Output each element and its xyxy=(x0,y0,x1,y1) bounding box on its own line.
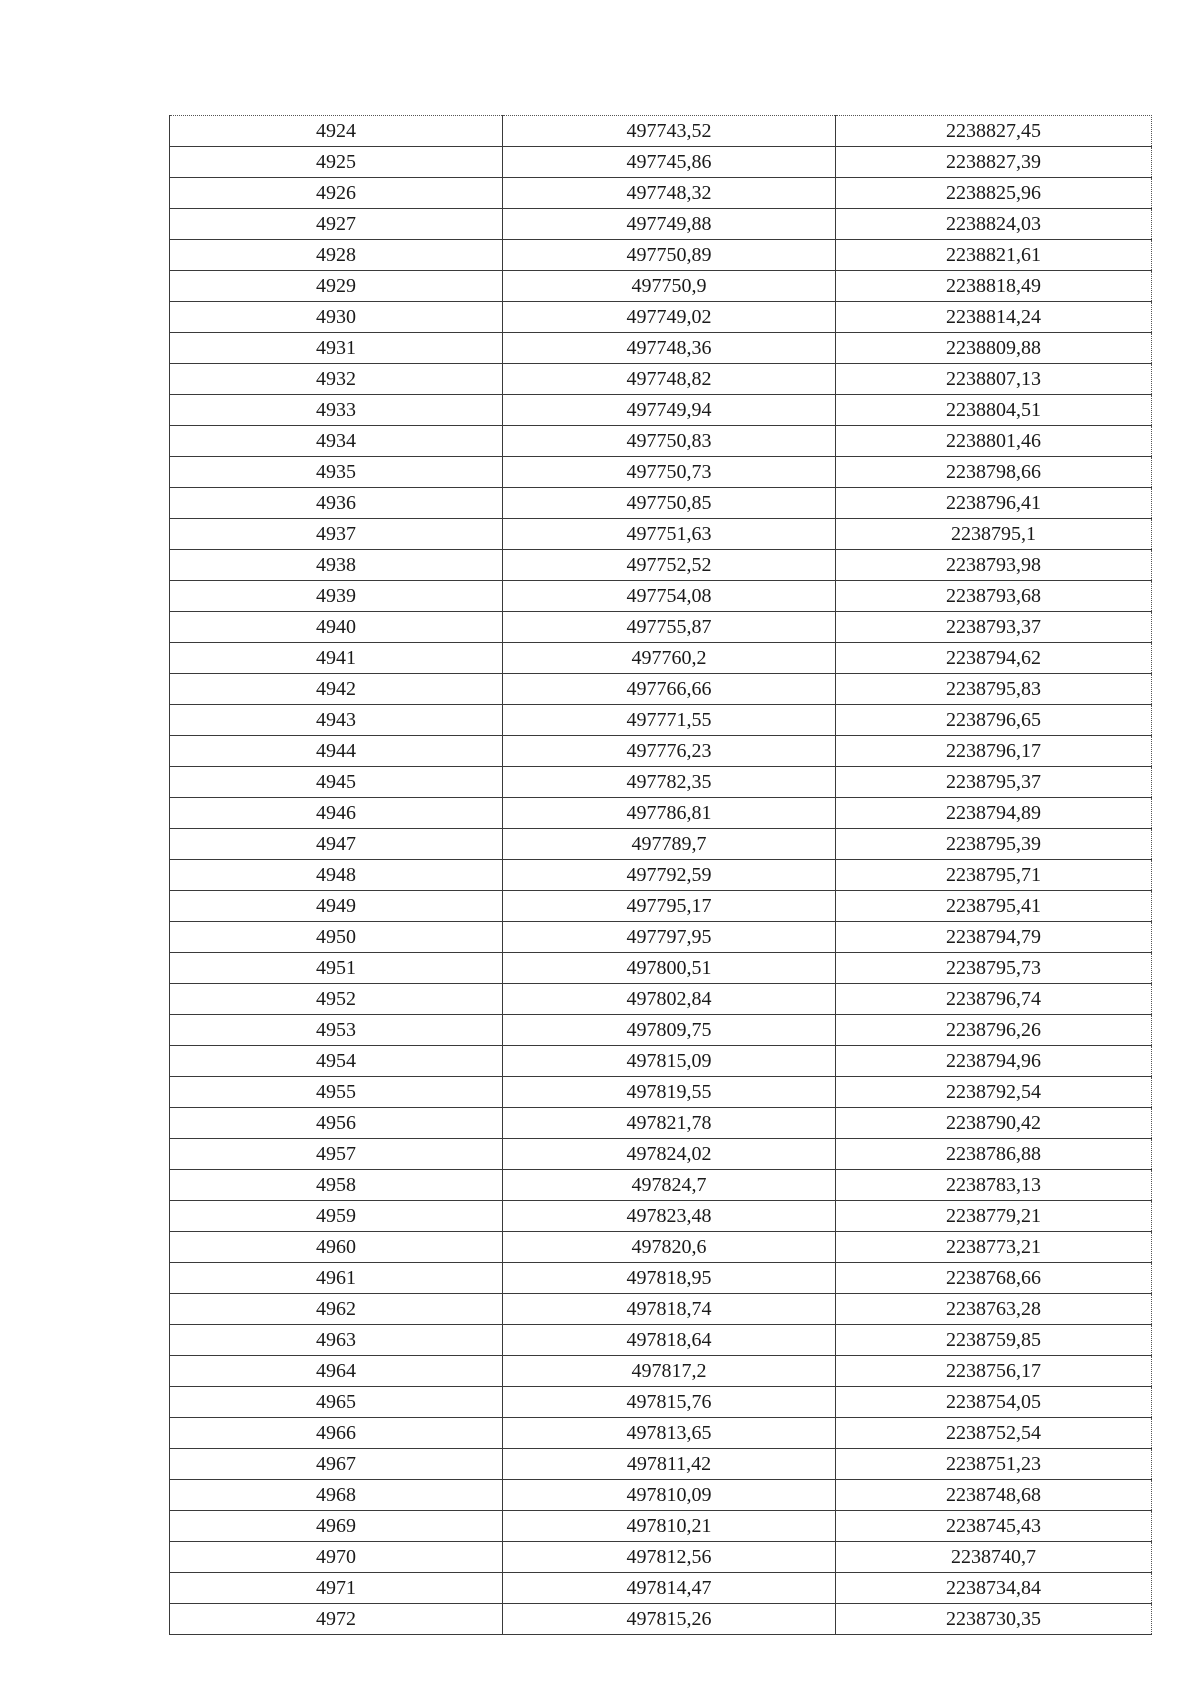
y-coordinate-cell: 2238818,49 xyxy=(836,271,1152,302)
point-number-cell: 4954 xyxy=(170,1046,503,1077)
table-row xyxy=(170,1294,1152,1325)
x-coordinate-cell: 497800,51 xyxy=(503,953,836,984)
point-number-cell: 4924 xyxy=(170,116,503,147)
x-coordinate-cell: 497771,55 xyxy=(503,705,836,736)
point-number-cell: 4959 xyxy=(170,1201,503,1232)
point-number-cell: 4970 xyxy=(170,1542,503,1573)
y-coordinate-cell: 2238795,37 xyxy=(836,767,1152,798)
point-number-cell: 4932 xyxy=(170,364,503,395)
x-coordinate-cell: 497811,42 xyxy=(503,1449,836,1480)
point-number-cell: 4955 xyxy=(170,1077,503,1108)
table-row xyxy=(170,767,1152,798)
y-coordinate-cell: 2238793,98 xyxy=(836,550,1152,581)
point-number-cell: 4928 xyxy=(170,240,503,271)
y-coordinate-cell: 2238745,43 xyxy=(836,1511,1152,1542)
x-coordinate-cell: 497795,17 xyxy=(503,891,836,922)
point-number-cell: 4930 xyxy=(170,302,503,333)
x-coordinate-cell: 497818,95 xyxy=(503,1263,836,1294)
point-number-cell: 4936 xyxy=(170,488,503,519)
point-number-cell: 4925 xyxy=(170,147,503,178)
y-coordinate-cell: 2238740,7 xyxy=(836,1542,1152,1573)
x-coordinate-cell: 497755,87 xyxy=(503,612,836,643)
y-coordinate-cell: 2238783,13 xyxy=(836,1170,1152,1201)
table-row xyxy=(170,1356,1152,1387)
point-number-cell: 4937 xyxy=(170,519,503,550)
x-coordinate-cell: 497802,84 xyxy=(503,984,836,1015)
x-coordinate-cell: 497810,21 xyxy=(503,1511,836,1542)
y-coordinate-cell: 2238804,51 xyxy=(836,395,1152,426)
x-coordinate-cell: 497748,32 xyxy=(503,178,836,209)
table-row xyxy=(170,333,1152,364)
point-number-cell: 4926 xyxy=(170,178,503,209)
point-number-cell: 4946 xyxy=(170,798,503,829)
y-coordinate-cell: 2238807,13 xyxy=(836,364,1152,395)
y-coordinate-cell: 2238824,03 xyxy=(836,209,1152,240)
table-row xyxy=(170,519,1152,550)
x-coordinate-cell: 497815,09 xyxy=(503,1046,836,1077)
point-number-cell: 4971 xyxy=(170,1573,503,1604)
x-coordinate-cell: 497750,89 xyxy=(503,240,836,271)
y-coordinate-cell: 2238796,17 xyxy=(836,736,1152,767)
point-number-cell: 4944 xyxy=(170,736,503,767)
x-coordinate-cell: 497810,09 xyxy=(503,1480,836,1511)
point-number-cell: 4956 xyxy=(170,1108,503,1139)
y-coordinate-cell: 2238768,66 xyxy=(836,1263,1152,1294)
x-coordinate-cell: 497749,02 xyxy=(503,302,836,333)
table-row xyxy=(170,147,1152,178)
table-row xyxy=(170,1480,1152,1511)
y-coordinate-cell: 2238825,96 xyxy=(836,178,1152,209)
point-number-cell: 4947 xyxy=(170,829,503,860)
point-number-cell: 4941 xyxy=(170,643,503,674)
point-number-cell: 4953 xyxy=(170,1015,503,1046)
table-row xyxy=(170,984,1152,1015)
y-coordinate-cell: 2238795,1 xyxy=(836,519,1152,550)
point-number-cell: 4967 xyxy=(170,1449,503,1480)
table-row xyxy=(170,395,1152,426)
x-coordinate-cell: 497815,26 xyxy=(503,1604,836,1635)
point-number-cell: 4964 xyxy=(170,1356,503,1387)
x-coordinate-cell: 497750,9 xyxy=(503,271,836,302)
x-coordinate-cell: 497819,55 xyxy=(503,1077,836,1108)
table-row xyxy=(170,364,1152,395)
table-row xyxy=(170,1046,1152,1077)
x-coordinate-cell: 497749,94 xyxy=(503,395,836,426)
point-number-cell: 4949 xyxy=(170,891,503,922)
point-number-cell: 4961 xyxy=(170,1263,503,1294)
table-row xyxy=(170,705,1152,736)
y-coordinate-cell: 2238773,21 xyxy=(836,1232,1152,1263)
y-coordinate-cell: 2238794,62 xyxy=(836,643,1152,674)
point-number-cell: 4935 xyxy=(170,457,503,488)
point-number-cell: 4951 xyxy=(170,953,503,984)
table-row xyxy=(170,674,1152,705)
point-number-cell: 4960 xyxy=(170,1232,503,1263)
y-coordinate-cell: 2238790,42 xyxy=(836,1108,1152,1139)
table-row xyxy=(170,457,1152,488)
x-coordinate-cell: 497743,52 xyxy=(503,116,836,147)
point-number-cell: 4963 xyxy=(170,1325,503,1356)
point-number-cell: 4969 xyxy=(170,1511,503,1542)
x-coordinate-cell: 497751,63 xyxy=(503,519,836,550)
y-coordinate-cell: 2238821,61 xyxy=(836,240,1152,271)
x-coordinate-cell: 497754,08 xyxy=(503,581,836,612)
table-row xyxy=(170,860,1152,891)
y-coordinate-cell: 2238794,96 xyxy=(836,1046,1152,1077)
x-coordinate-cell: 497817,2 xyxy=(503,1356,836,1387)
x-coordinate-cell: 497760,2 xyxy=(503,643,836,674)
table-row xyxy=(170,488,1152,519)
table-row xyxy=(170,302,1152,333)
table-row xyxy=(170,426,1152,457)
point-number-cell: 4958 xyxy=(170,1170,503,1201)
y-coordinate-cell: 2238779,21 xyxy=(836,1201,1152,1232)
x-coordinate-cell: 497748,82 xyxy=(503,364,836,395)
point-number-cell: 4952 xyxy=(170,984,503,1015)
y-coordinate-cell: 2238754,05 xyxy=(836,1387,1152,1418)
x-coordinate-cell: 497789,7 xyxy=(503,829,836,860)
table-row xyxy=(170,1418,1152,1449)
x-coordinate-cell: 497812,56 xyxy=(503,1542,836,1573)
y-coordinate-cell: 2238794,89 xyxy=(836,798,1152,829)
x-coordinate-cell: 497813,65 xyxy=(503,1418,836,1449)
y-coordinate-cell: 2238795,71 xyxy=(836,860,1152,891)
table-row xyxy=(170,922,1152,953)
y-coordinate-cell: 2238795,73 xyxy=(836,953,1152,984)
x-coordinate-cell: 497749,88 xyxy=(503,209,836,240)
x-coordinate-cell: 497752,52 xyxy=(503,550,836,581)
x-coordinate-cell: 497814,47 xyxy=(503,1573,836,1604)
y-coordinate-cell: 2238796,26 xyxy=(836,1015,1152,1046)
table-row xyxy=(170,1170,1152,1201)
point-number-cell: 4938 xyxy=(170,550,503,581)
point-number-cell: 4933 xyxy=(170,395,503,426)
table-row xyxy=(170,271,1152,302)
table-row xyxy=(170,953,1152,984)
x-coordinate-cell: 497750,73 xyxy=(503,457,836,488)
point-number-cell: 4972 xyxy=(170,1604,503,1635)
y-coordinate-cell: 2238794,79 xyxy=(836,922,1152,953)
point-number-cell: 4942 xyxy=(170,674,503,705)
table-row xyxy=(170,550,1152,581)
table-row xyxy=(170,581,1152,612)
y-coordinate-cell: 2238752,54 xyxy=(836,1418,1152,1449)
x-coordinate-cell: 497797,95 xyxy=(503,922,836,953)
x-coordinate-cell: 497748,36 xyxy=(503,333,836,364)
x-coordinate-cell: 497809,75 xyxy=(503,1015,836,1046)
y-coordinate-cell: 2238734,84 xyxy=(836,1573,1152,1604)
table-row xyxy=(170,1573,1152,1604)
table-row xyxy=(170,643,1152,674)
x-coordinate-cell: 497786,81 xyxy=(503,798,836,829)
table-row xyxy=(170,240,1152,271)
x-coordinate-cell: 497776,23 xyxy=(503,736,836,767)
x-coordinate-cell: 497782,35 xyxy=(503,767,836,798)
point-number-cell: 4931 xyxy=(170,333,503,364)
y-coordinate-cell: 2238792,54 xyxy=(836,1077,1152,1108)
table-row xyxy=(170,1139,1152,1170)
y-coordinate-cell: 2238786,88 xyxy=(836,1139,1152,1170)
x-coordinate-cell: 497821,78 xyxy=(503,1108,836,1139)
y-coordinate-cell: 2238809,88 xyxy=(836,333,1152,364)
y-coordinate-cell: 2238827,45 xyxy=(836,116,1152,147)
point-number-cell: 4965 xyxy=(170,1387,503,1418)
table-row xyxy=(170,1604,1152,1635)
point-number-cell: 4945 xyxy=(170,767,503,798)
table-row xyxy=(170,116,1152,147)
point-number-cell: 4957 xyxy=(170,1139,503,1170)
coordinates-table-body xyxy=(170,116,1152,1635)
point-number-cell: 4950 xyxy=(170,922,503,953)
table-row xyxy=(170,1108,1152,1139)
point-number-cell: 4940 xyxy=(170,612,503,643)
table-row xyxy=(170,1325,1152,1356)
table-row xyxy=(170,736,1152,767)
y-coordinate-cell: 2238793,37 xyxy=(836,612,1152,643)
table-row xyxy=(170,1542,1152,1573)
x-coordinate-cell: 497820,6 xyxy=(503,1232,836,1263)
y-coordinate-cell: 2238795,39 xyxy=(836,829,1152,860)
x-coordinate-cell: 497823,48 xyxy=(503,1201,836,1232)
y-coordinate-cell: 2238796,74 xyxy=(836,984,1152,1015)
x-coordinate-cell: 497824,02 xyxy=(503,1139,836,1170)
point-number-cell: 4962 xyxy=(170,1294,503,1325)
y-coordinate-cell: 2238751,23 xyxy=(836,1449,1152,1480)
table-row xyxy=(170,209,1152,240)
table-row xyxy=(170,1201,1152,1232)
point-number-cell: 4927 xyxy=(170,209,503,240)
y-coordinate-cell: 2238730,35 xyxy=(836,1604,1152,1635)
point-number-cell: 4929 xyxy=(170,271,503,302)
y-coordinate-cell: 2238748,68 xyxy=(836,1480,1152,1511)
table-row xyxy=(170,178,1152,209)
x-coordinate-cell: 497818,74 xyxy=(503,1294,836,1325)
x-coordinate-cell: 497824,7 xyxy=(503,1170,836,1201)
table-row xyxy=(170,612,1152,643)
y-coordinate-cell: 2238801,46 xyxy=(836,426,1152,457)
x-coordinate-cell: 497745,86 xyxy=(503,147,836,178)
x-coordinate-cell: 497750,85 xyxy=(503,488,836,519)
y-coordinate-cell: 2238759,85 xyxy=(836,1325,1152,1356)
y-coordinate-cell: 2238796,41 xyxy=(836,488,1152,519)
x-coordinate-cell: 497815,76 xyxy=(503,1387,836,1418)
point-number-cell: 4968 xyxy=(170,1480,503,1511)
table-row xyxy=(170,1077,1152,1108)
y-coordinate-cell: 2238796,65 xyxy=(836,705,1152,736)
y-coordinate-cell: 2238795,41 xyxy=(836,891,1152,922)
table-row xyxy=(170,1511,1152,1542)
point-number-cell: 4943 xyxy=(170,705,503,736)
table-row xyxy=(170,1015,1152,1046)
y-coordinate-cell: 2238814,24 xyxy=(836,302,1152,333)
table-row xyxy=(170,798,1152,829)
y-coordinate-cell: 2238756,17 xyxy=(836,1356,1152,1387)
table-row xyxy=(170,1232,1152,1263)
point-number-cell: 4966 xyxy=(170,1418,503,1449)
x-coordinate-cell: 497750,83 xyxy=(503,426,836,457)
point-number-cell: 4934 xyxy=(170,426,503,457)
point-number-cell: 4948 xyxy=(170,860,503,891)
table-row xyxy=(170,891,1152,922)
y-coordinate-cell: 2238793,68 xyxy=(836,581,1152,612)
point-number-cell: 4939 xyxy=(170,581,503,612)
table-row xyxy=(170,1449,1152,1480)
table-row xyxy=(170,1387,1152,1418)
x-coordinate-cell: 497766,66 xyxy=(503,674,836,705)
table-row xyxy=(170,829,1152,860)
x-coordinate-cell: 497792,59 xyxy=(503,860,836,891)
y-coordinate-cell: 2238827,39 xyxy=(836,147,1152,178)
y-coordinate-cell: 2238763,28 xyxy=(836,1294,1152,1325)
x-coordinate-cell: 497818,64 xyxy=(503,1325,836,1356)
y-coordinate-cell: 2238795,83 xyxy=(836,674,1152,705)
y-coordinate-cell: 2238798,66 xyxy=(836,457,1152,488)
coordinates-table xyxy=(169,115,1152,1635)
table-row xyxy=(170,1263,1152,1294)
